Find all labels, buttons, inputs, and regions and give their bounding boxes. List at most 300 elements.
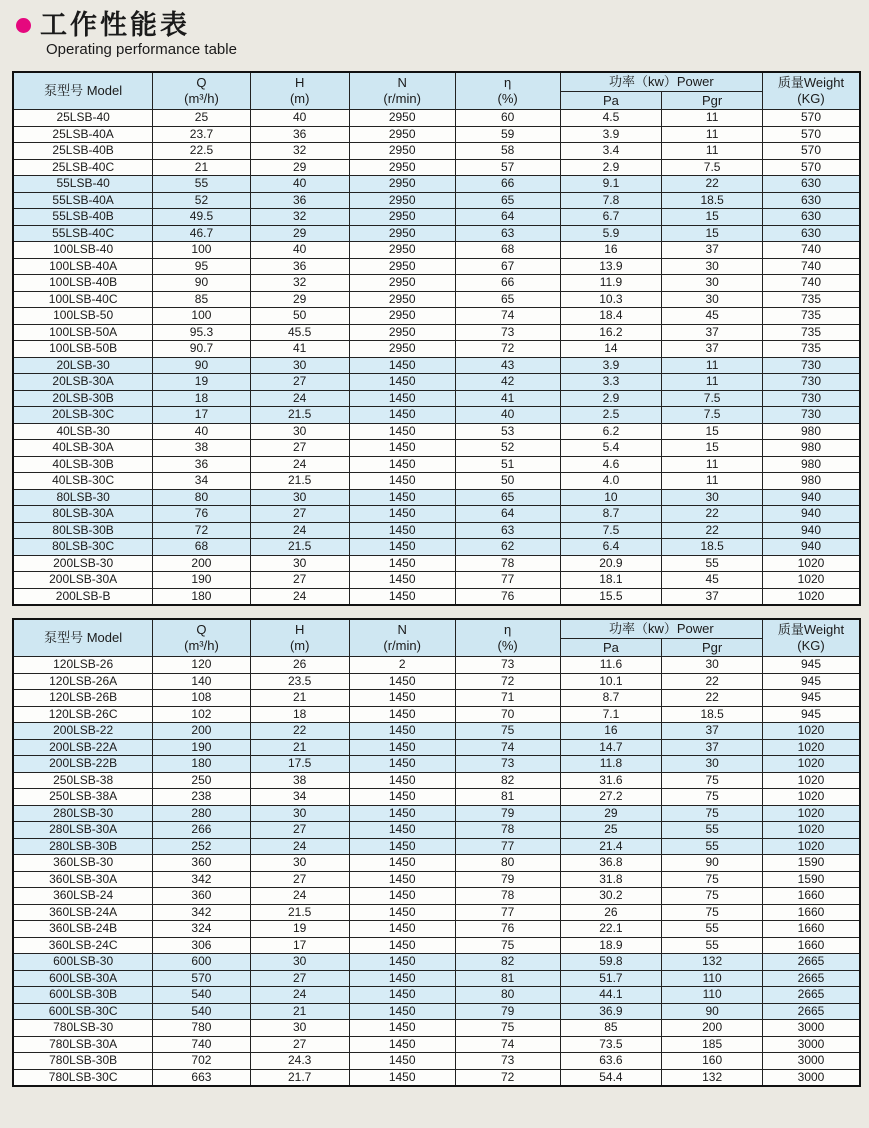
cell-n: 1450 — [349, 1020, 455, 1037]
col-header-q: Q (m³/h) — [153, 619, 250, 657]
cell-pgr: 11 — [662, 456, 763, 473]
cell-h: 36 — [250, 258, 349, 275]
cell-eta: 43 — [455, 357, 560, 374]
cell-pa: 73.5 — [560, 1036, 662, 1053]
cell-h: 18 — [250, 706, 349, 723]
cell-weight: 740 — [763, 275, 860, 292]
cell-model: 120LSB-26A — [13, 673, 153, 690]
table-row — [13, 739, 860, 756]
cell-pa: 8.7 — [560, 690, 662, 707]
table-row — [13, 473, 860, 490]
cell-q: 360 — [153, 888, 250, 905]
cell-n: 1450 — [349, 357, 455, 374]
cell-q: 702 — [153, 1053, 250, 1070]
cell-model: 100LSB-50 — [13, 308, 153, 325]
table-row — [13, 970, 860, 987]
cell-q: 22.5 — [153, 143, 250, 160]
cell-q: 360 — [153, 855, 250, 872]
cell-pgr: 75 — [662, 888, 763, 905]
cell-h: 24 — [250, 390, 349, 407]
cell-eta: 65 — [455, 192, 560, 209]
cell-eta: 77 — [455, 572, 560, 589]
table-row — [13, 706, 860, 723]
cell-q: 25 — [153, 110, 250, 127]
cell-pgr: 7.5 — [662, 407, 763, 424]
table-row — [13, 506, 860, 523]
table-row — [13, 987, 860, 1004]
cell-pa: 9.1 — [560, 176, 662, 193]
cell-h: 21.7 — [250, 1069, 349, 1086]
cell-eta: 65 — [455, 489, 560, 506]
cell-pa: 3.9 — [560, 357, 662, 374]
cell-pgr: 37 — [662, 324, 763, 341]
cell-pgr: 18.5 — [662, 539, 763, 556]
cell-q: 76 — [153, 506, 250, 523]
table-row — [13, 772, 860, 789]
cell-pa: 4.6 — [560, 456, 662, 473]
cell-n: 1450 — [349, 805, 455, 822]
cell-pa: 36.9 — [560, 1003, 662, 1020]
cell-pa: 63.6 — [560, 1053, 662, 1070]
cell-eta: 71 — [455, 690, 560, 707]
cell-n: 1450 — [349, 789, 455, 806]
cell-n: 1450 — [349, 855, 455, 872]
cell-q: 49.5 — [153, 209, 250, 226]
cell-eta: 79 — [455, 871, 560, 888]
cell-model: 360LSB-30 — [13, 855, 153, 872]
cell-pa: 18.9 — [560, 937, 662, 954]
cell-eta: 77 — [455, 904, 560, 921]
table-row — [13, 522, 860, 539]
cell-eta: 79 — [455, 1003, 560, 1020]
cell-pgr: 30 — [662, 756, 763, 773]
cell-weight: 3000 — [763, 1053, 860, 1070]
cell-n: 2 — [349, 657, 455, 674]
cell-model: 100LSB-40C — [13, 291, 153, 308]
cell-h: 27 — [250, 871, 349, 888]
cell-n: 1450 — [349, 1069, 455, 1086]
cell-pgr: 75 — [662, 772, 763, 789]
cell-h: 26 — [250, 657, 349, 674]
cell-n: 1450 — [349, 723, 455, 740]
cell-weight: 570 — [763, 143, 860, 160]
table-row — [13, 539, 860, 556]
cell-weight: 630 — [763, 225, 860, 242]
cell-pgr: 15 — [662, 423, 763, 440]
cell-n: 1450 — [349, 1053, 455, 1070]
cell-model: 600LSB-30A — [13, 970, 153, 987]
cell-model: 600LSB-30 — [13, 954, 153, 971]
cell-model: 40LSB-30A — [13, 440, 153, 457]
cell-h: 30 — [250, 555, 349, 572]
cell-n: 2950 — [349, 225, 455, 242]
cell-pgr: 110 — [662, 970, 763, 987]
table-row — [13, 209, 860, 226]
col-header-power: 功率（kw）Power — [560, 619, 762, 639]
cell-pgr: 200 — [662, 1020, 763, 1037]
cell-pgr: 18.5 — [662, 192, 763, 209]
cell-model: 280LSB-30B — [13, 838, 153, 855]
cell-model: 40LSB-30B — [13, 456, 153, 473]
cell-q: 570 — [153, 970, 250, 987]
cell-weight: 1020 — [763, 555, 860, 572]
cell-eta: 60 — [455, 110, 560, 127]
cell-weight: 1590 — [763, 871, 860, 888]
cell-weight: 630 — [763, 209, 860, 226]
col-header-pa: Pa — [560, 639, 662, 657]
col-header-h: H (m) — [250, 619, 349, 657]
performance-table-2 — [12, 618, 861, 1087]
table-row — [13, 110, 860, 127]
table-row — [13, 324, 860, 341]
cell-q: 100 — [153, 308, 250, 325]
cell-weight: 1020 — [763, 822, 860, 839]
cell-model: 25LSB-40B — [13, 143, 153, 160]
cell-h: 24 — [250, 888, 349, 905]
cell-weight: 630 — [763, 176, 860, 193]
cell-n: 1450 — [349, 921, 455, 938]
cell-eta: 74 — [455, 739, 560, 756]
cell-eta: 72 — [455, 1069, 560, 1086]
cell-weight: 570 — [763, 159, 860, 176]
cell-pa: 3.4 — [560, 143, 662, 160]
cell-model: 200LSB-22 — [13, 723, 153, 740]
cell-q: 68 — [153, 539, 250, 556]
table-row — [13, 555, 860, 572]
table-row — [13, 176, 860, 193]
cell-q: 324 — [153, 921, 250, 938]
cell-n: 1450 — [349, 473, 455, 490]
cell-pgr: 22 — [662, 522, 763, 539]
cell-n: 1450 — [349, 690, 455, 707]
cell-model: 780LSB-30 — [13, 1020, 153, 1037]
cell-n: 1450 — [349, 506, 455, 523]
cell-weight: 735 — [763, 291, 860, 308]
cell-h: 34 — [250, 789, 349, 806]
table-row — [13, 291, 860, 308]
cell-weight: 1020 — [763, 772, 860, 789]
cell-weight: 730 — [763, 374, 860, 391]
table-row — [13, 888, 860, 905]
cell-pa: 22.1 — [560, 921, 662, 938]
cell-h: 32 — [250, 275, 349, 292]
table-row — [13, 1003, 860, 1020]
cell-pa: 5.4 — [560, 440, 662, 457]
cell-weight: 2665 — [763, 987, 860, 1004]
cell-weight: 945 — [763, 706, 860, 723]
col-header-n: N (r/min) — [349, 619, 455, 657]
col-header-h: H (m) — [250, 72, 349, 110]
cell-n: 1450 — [349, 673, 455, 690]
cell-pgr: 30 — [662, 657, 763, 674]
cell-eta: 52 — [455, 440, 560, 457]
page-title: 工作性能表 — [40, 10, 190, 40]
cell-q: 540 — [153, 987, 250, 1004]
cell-model: 780LSB-30C — [13, 1069, 153, 1086]
cell-model: 280LSB-30 — [13, 805, 153, 822]
cell-eta: 63 — [455, 225, 560, 242]
cell-n: 2950 — [349, 242, 455, 259]
cell-pa: 29 — [560, 805, 662, 822]
cell-pgr: 11 — [662, 110, 763, 127]
cell-model: 80LSB-30 — [13, 489, 153, 506]
col-header-weight: 质量Weight (KG) — [763, 619, 860, 657]
cell-n: 2950 — [349, 192, 455, 209]
cell-n: 1450 — [349, 456, 455, 473]
cell-pa: 10.3 — [560, 291, 662, 308]
cell-q: 38 — [153, 440, 250, 457]
cell-eta: 73 — [455, 324, 560, 341]
cell-weight: 735 — [763, 324, 860, 341]
cell-eta: 63 — [455, 522, 560, 539]
table-row — [13, 673, 860, 690]
cell-pgr: 132 — [662, 954, 763, 971]
cell-eta: 73 — [455, 1053, 560, 1070]
cell-pa: 85 — [560, 1020, 662, 1037]
table-row — [13, 242, 860, 259]
cell-pa: 7.5 — [560, 522, 662, 539]
cell-weight: 2665 — [763, 970, 860, 987]
cell-n: 2950 — [349, 258, 455, 275]
cell-q: 250 — [153, 772, 250, 789]
cell-model: 600LSB-30B — [13, 987, 153, 1004]
cell-pa: 4.5 — [560, 110, 662, 127]
cell-model: 280LSB-30A — [13, 822, 153, 839]
cell-model: 25LSB-40A — [13, 126, 153, 143]
cell-weight: 1020 — [763, 838, 860, 855]
cell-eta: 82 — [455, 954, 560, 971]
cell-pgr: 45 — [662, 308, 763, 325]
cell-model: 25LSB-40 — [13, 110, 153, 127]
cell-q: 55 — [153, 176, 250, 193]
cell-weight: 945 — [763, 673, 860, 690]
table-row — [13, 1036, 860, 1053]
cell-h: 19 — [250, 921, 349, 938]
cell-weight: 2665 — [763, 1003, 860, 1020]
cell-pgr: 22 — [662, 690, 763, 707]
cell-n: 1450 — [349, 1036, 455, 1053]
cell-pgr: 37 — [662, 723, 763, 740]
cell-pgr: 110 — [662, 987, 763, 1004]
cell-pa: 51.7 — [560, 970, 662, 987]
cell-q: 23.7 — [153, 126, 250, 143]
cell-pgr: 18.5 — [662, 706, 763, 723]
cell-n: 1450 — [349, 407, 455, 424]
cell-eta: 51 — [455, 456, 560, 473]
cell-pgr: 90 — [662, 855, 763, 872]
cell-weight: 735 — [763, 341, 860, 358]
table-row — [13, 904, 860, 921]
cell-q: 95.3 — [153, 324, 250, 341]
cell-eta: 66 — [455, 275, 560, 292]
cell-eta: 74 — [455, 308, 560, 325]
cell-model: 250LSB-38A — [13, 789, 153, 806]
cell-eta: 72 — [455, 341, 560, 358]
cell-q: 280 — [153, 805, 250, 822]
cell-model: 20LSB-30 — [13, 357, 153, 374]
cell-n: 2950 — [349, 291, 455, 308]
cell-weight: 940 — [763, 539, 860, 556]
cell-pgr: 55 — [662, 822, 763, 839]
cell-pa: 2.9 — [560, 159, 662, 176]
cell-q: 306 — [153, 937, 250, 954]
cell-q: 72 — [153, 522, 250, 539]
cell-h: 32 — [250, 143, 349, 160]
cell-eta: 75 — [455, 723, 560, 740]
performance-table-1 — [12, 71, 861, 606]
cell-weight: 980 — [763, 456, 860, 473]
cell-n: 1450 — [349, 588, 455, 605]
cell-eta: 74 — [455, 1036, 560, 1053]
table-row — [13, 937, 860, 954]
cell-weight: 940 — [763, 489, 860, 506]
cell-n: 1450 — [349, 1003, 455, 1020]
cell-eta: 64 — [455, 209, 560, 226]
cell-eta: 76 — [455, 921, 560, 938]
cell-n: 1450 — [349, 871, 455, 888]
cell-q: 180 — [153, 588, 250, 605]
cell-n: 1450 — [349, 390, 455, 407]
cell-weight: 1660 — [763, 904, 860, 921]
cell-n: 2950 — [349, 324, 455, 341]
cell-pgr: 75 — [662, 904, 763, 921]
cell-weight: 730 — [763, 357, 860, 374]
cell-q: 52 — [153, 192, 250, 209]
cell-q: 140 — [153, 673, 250, 690]
col-header-n: N (r/min) — [349, 72, 455, 110]
cell-eta: 73 — [455, 756, 560, 773]
cell-h: 17.5 — [250, 756, 349, 773]
cell-pa: 6.4 — [560, 539, 662, 556]
cell-q: 90 — [153, 275, 250, 292]
cell-pgr: 75 — [662, 789, 763, 806]
cell-pa: 20.9 — [560, 555, 662, 572]
cell-weight: 3000 — [763, 1069, 860, 1086]
cell-q: 238 — [153, 789, 250, 806]
table-row — [13, 723, 860, 740]
cell-pgr: 30 — [662, 489, 763, 506]
cell-model: 250LSB-38 — [13, 772, 153, 789]
cell-model: 55LSB-40A — [13, 192, 153, 209]
cell-q: 40 — [153, 423, 250, 440]
cell-model: 360LSB-24B — [13, 921, 153, 938]
cell-q: 36 — [153, 456, 250, 473]
cell-pgr: 37 — [662, 242, 763, 259]
cell-pgr: 11 — [662, 143, 763, 160]
cell-h: 21.5 — [250, 904, 349, 921]
cell-n: 1450 — [349, 772, 455, 789]
cell-pgr: 22 — [662, 176, 763, 193]
cell-h: 27 — [250, 374, 349, 391]
cell-eta: 41 — [455, 390, 560, 407]
cell-h: 32 — [250, 209, 349, 226]
cell-pa: 3.9 — [560, 126, 662, 143]
cell-weight: 940 — [763, 522, 860, 539]
cell-weight: 980 — [763, 440, 860, 457]
cell-q: 190 — [153, 739, 250, 756]
cell-weight: 1020 — [763, 723, 860, 740]
col-header-eta: η (%) — [455, 619, 560, 657]
cell-pgr: 15 — [662, 225, 763, 242]
cell-pa: 31.6 — [560, 772, 662, 789]
cell-eta: 67 — [455, 258, 560, 275]
table-row — [13, 690, 860, 707]
cell-pa: 3.3 — [560, 374, 662, 391]
table-row — [13, 374, 860, 391]
cell-model: 780LSB-30B — [13, 1053, 153, 1070]
cell-h: 29 — [250, 225, 349, 242]
cell-h: 21 — [250, 690, 349, 707]
cell-q: 100 — [153, 242, 250, 259]
cell-pgr: 55 — [662, 921, 763, 938]
cell-eta: 77 — [455, 838, 560, 855]
cell-pa: 27.2 — [560, 789, 662, 806]
cell-pa: 14 — [560, 341, 662, 358]
cell-q: 80 — [153, 489, 250, 506]
table-row — [13, 407, 860, 424]
cell-q: 90 — [153, 357, 250, 374]
cell-n: 2950 — [349, 159, 455, 176]
cell-eta: 81 — [455, 789, 560, 806]
cell-pa: 16 — [560, 242, 662, 259]
cell-n: 1450 — [349, 838, 455, 855]
cell-h: 40 — [250, 176, 349, 193]
cell-pgr: 22 — [662, 673, 763, 690]
cell-h: 21.5 — [250, 473, 349, 490]
cell-eta: 75 — [455, 1020, 560, 1037]
cell-weight: 980 — [763, 423, 860, 440]
table-row — [13, 855, 860, 872]
cell-model: 100LSB-50A — [13, 324, 153, 341]
cell-eta: 59 — [455, 126, 560, 143]
cell-h: 41 — [250, 341, 349, 358]
cell-q: 17 — [153, 407, 250, 424]
cell-model: 55LSB-40C — [13, 225, 153, 242]
cell-h: 27 — [250, 572, 349, 589]
cell-pgr: 75 — [662, 871, 763, 888]
cell-h: 27 — [250, 506, 349, 523]
cell-pa: 6.7 — [560, 209, 662, 226]
cell-weight: 730 — [763, 390, 860, 407]
table-row — [13, 390, 860, 407]
cell-h: 21 — [250, 739, 349, 756]
cell-h: 27 — [250, 440, 349, 457]
cell-n: 1450 — [349, 440, 455, 457]
cell-model: 100LSB-40B — [13, 275, 153, 292]
cell-weight: 570 — [763, 126, 860, 143]
cell-h: 23.5 — [250, 673, 349, 690]
cell-q: 120 — [153, 657, 250, 674]
cell-eta: 79 — [455, 805, 560, 822]
table-row — [13, 838, 860, 855]
cell-pa: 6.2 — [560, 423, 662, 440]
cell-h: 24 — [250, 522, 349, 539]
cell-eta: 53 — [455, 423, 560, 440]
cell-h: 50 — [250, 308, 349, 325]
cell-pa: 7.1 — [560, 706, 662, 723]
table-row — [13, 756, 860, 773]
cell-n: 2950 — [349, 275, 455, 292]
cell-model: 100LSB-50B — [13, 341, 153, 358]
cell-weight: 740 — [763, 258, 860, 275]
cell-q: 600 — [153, 954, 250, 971]
page-subtitle: Operating performance table — [46, 41, 237, 58]
cell-q: 90.7 — [153, 341, 250, 358]
cell-eta: 64 — [455, 506, 560, 523]
col-header-eta: η (%) — [455, 72, 560, 110]
cell-model: 20LSB-30A — [13, 374, 153, 391]
cell-weight: 1020 — [763, 739, 860, 756]
